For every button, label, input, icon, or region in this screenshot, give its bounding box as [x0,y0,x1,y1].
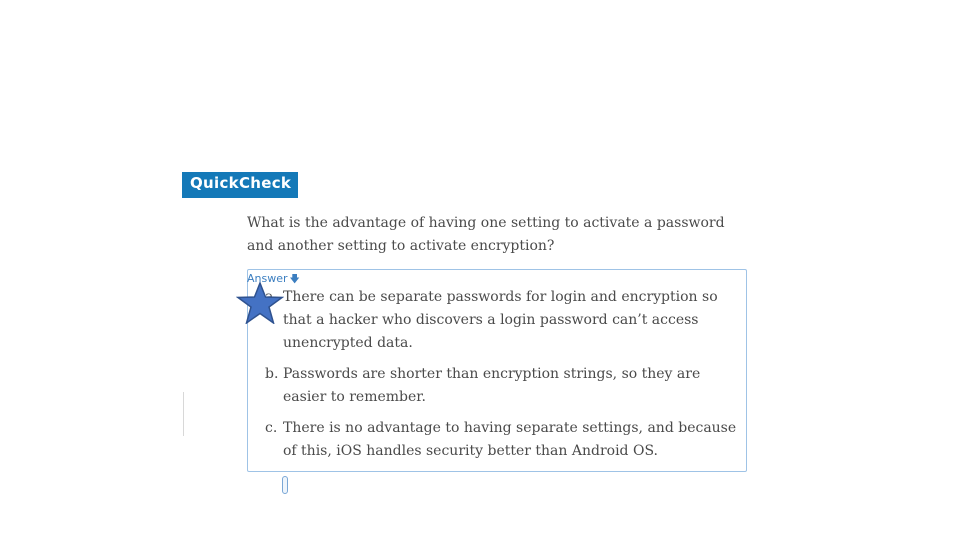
arrow-down-icon: 🡇 [289,274,300,285]
option-text: There can be separate passwords for login and encryption so that a hacker who discovers a login password can’t access unencrypted data. [283,289,718,351]
option-letter: b. [265,366,279,382]
divider [183,392,184,436]
question-text: What is the advantage of having one setting to activate a password and another setting to activate encryption? [247,215,725,254]
star-icon [236,282,284,324]
option-letter: c. [265,420,278,436]
text-cursor-handle[interactable] [282,476,288,494]
answer-option-b[interactable] [265,363,738,409]
quickcheck-title: QuickCheck [190,174,292,192]
answer-link-label: Answer [247,272,288,285]
answer-option-c[interactable] [265,417,738,463]
answer-option-a[interactable] [283,286,738,355]
option-text: There is no advantage to having separate settings, and because of this, iOS handles security better than Android OS. [283,420,737,459]
quickcheck-banner [182,172,298,198]
option-text: Passwords are shorter than encryption strings, so they are easier to remember. [283,366,701,405]
